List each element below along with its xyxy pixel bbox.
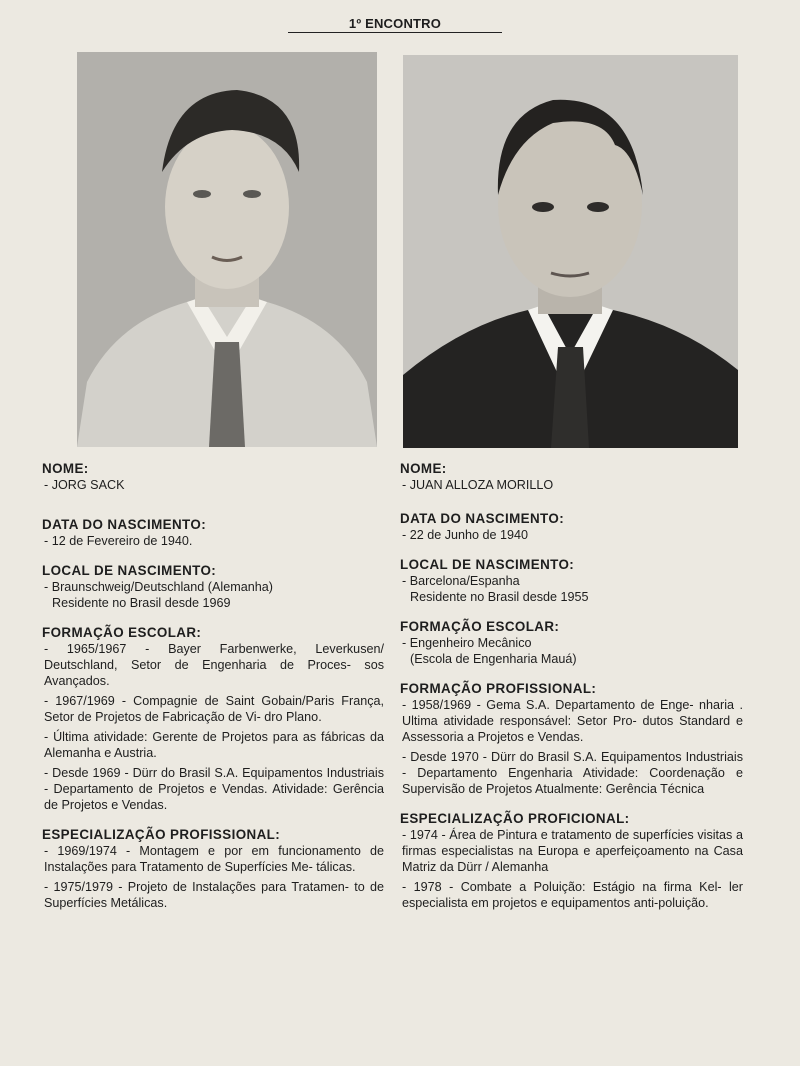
- education-line: - Engenheiro Mecânico: [402, 636, 532, 650]
- name-value: - JORG SACK: [44, 478, 125, 492]
- portrait-photo-left: [77, 52, 377, 447]
- portrait-photo-right: [403, 55, 738, 448]
- specialization-item: - 1978 - Combate a Poluição: Estágio na firma Kel- ler especialista em projetos e equipamentos anti-poluição.: [402, 880, 743, 910]
- profile-left: [42, 461, 384, 925]
- birth-place-line: - Braunschweig/Deutschland (Alemanha): [44, 580, 273, 594]
- birth-date-value: - 12 de Fevereiro de 1940.: [44, 534, 193, 548]
- page-title: 1º ENCONTRO: [288, 16, 502, 33]
- education-label: FORMAÇÃO ESCOLAR:: [400, 619, 560, 634]
- specialization-item: - 1974 - Área de Pintura e tratamento de superfícies visitas a firmas especialistas na Europa e aperfeiçoamento na Casa Matriz da Dürr / Alemanha: [402, 828, 743, 874]
- birth-place-line: - Barcelona/Espanha: [402, 574, 520, 588]
- education-item: - 1967/1969 - Compagnie de Saint Gobain/Paris França, Setor de Projetos de Fabricação de Vi- dro Plano.: [44, 694, 384, 724]
- birth-place-label: LOCAL DE NASCIMENTO:: [400, 557, 575, 572]
- education-line: (Escola de Engenharia Mauá): [410, 652, 577, 666]
- profile-right: [400, 461, 743, 925]
- professional-item: - Desde 1970 - Dürr do Brasil S.A. Equipamentos Industriais - Departamento Engenharia Atividade: Coordenação e Supervisão de Projetos Atualmente: Gerência Técnica: [402, 750, 743, 796]
- specialization-item: - 1975/1979 - Projeto de Instalações para Tratamen- to de Superfícies Metálicas.: [44, 880, 384, 910]
- specialization-label: ESPECIALIZAÇÃO PROFISSIONAL:: [42, 827, 281, 842]
- professional-item: - 1958/1969 - Gema S.A. Departamento de Enge- nharia . Ultima atividade responsável: Setor Pro- dutos Standard e Assessoria a Projetos e Vendas.: [402, 698, 743, 744]
- birth-date-label: DATA DO NASCIMENTO:: [42, 517, 207, 532]
- education-label: FORMAÇÃO ESCOLAR:: [42, 625, 202, 640]
- professional-training-label: FORMAÇÃO PROFISSIONAL:: [400, 681, 597, 696]
- birth-date-label: DATA DO NASCIMENTO:: [400, 511, 565, 526]
- birth-place-label: LOCAL DE NASCIMENTO:: [42, 563, 217, 578]
- education-item: - Desde 1969 - Dürr do Brasil S.A. Equipamentos Industriais - Departamento de Projetos e Vendas. Atividade: Gerência de Projetos e Vendas.: [44, 766, 384, 812]
- residence-line: Residente no Brasil desde 1969: [52, 596, 231, 610]
- specialization-label: ESPECIALIZAÇÃO PROFICIONAL:: [400, 811, 630, 826]
- name-value: - JUAN ALLOZA MORILLO: [402, 478, 554, 492]
- residence-line: Residente no Brasil desde 1955: [410, 590, 589, 604]
- specialization-item: - 1969/1974 - Montagem e por em funcionamento de Instalações para Tratamento de Superfícies Me- tálicas.: [44, 844, 384, 874]
- name-label: NOME:: [400, 461, 447, 476]
- name-label: NOME:: [42, 461, 89, 476]
- education-item: - Última atividade: Gerente de Projetos para as fábricas da Alemanha e Austria.: [44, 730, 384, 760]
- birth-date-value: - 22 de Junho de 1940: [402, 528, 529, 542]
- education-item: - 1965/1967 - Bayer Farbenwerke, Leverkusen/ Deutschland, Setor de Engenharia de Proces- sos Avançados.: [44, 642, 384, 688]
